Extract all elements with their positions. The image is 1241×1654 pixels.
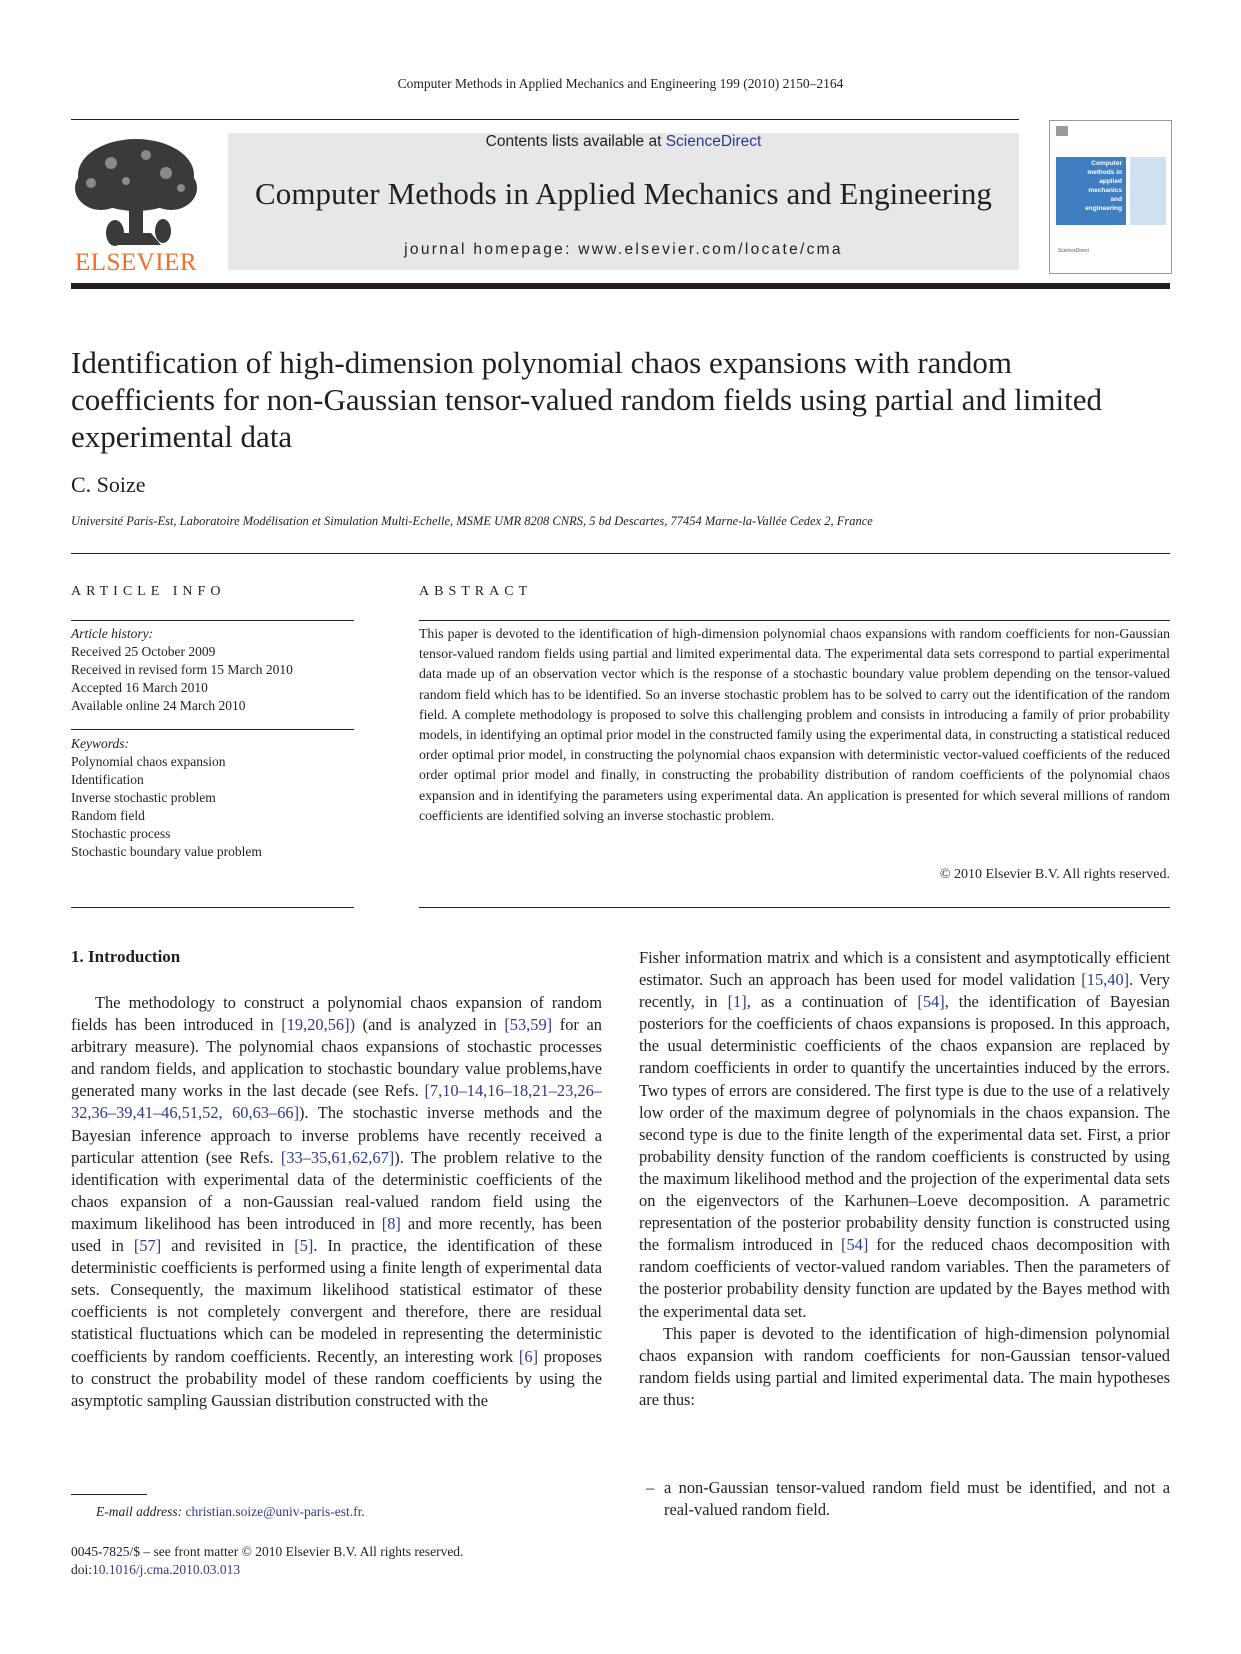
footnote-rule [71, 1494, 147, 1495]
keywords [71, 735, 354, 861]
text-run: (and is analyzed in [355, 1015, 505, 1035]
text-run: and more recently, has been used in [71, 1213, 602, 1256]
text-run: and revisited in [161, 1236, 295, 1256]
footnote: E-mail address: christian.soize@univ-paris-est.fr. [96, 1504, 365, 1519]
issn-line: 0045-7825/$ – see front matter © 2010 Elsevier B.V. All rights reserved. [71, 1544, 464, 1559]
text-run: , as a continuation of [746, 992, 918, 1012]
text-run: Fisher information matrix and which is a consistent and asymptotically efficient estimator. Such an approach has been used for model validation [639, 948, 1170, 990]
keyword: Stochastic process [71, 826, 171, 841]
citation-link[interactable]: [5] [294, 1236, 314, 1256]
intro-paragraph: This paper is devoted to the identification of high-dimension polynomial chaos expansion with random coefficients for non-Gaussian tensor-valued random fields using partial and limited experimental data. The main hypotheses are thus: [639, 1323, 1170, 1409]
doi-link[interactable]: 10.1016/j.cma.2010.03.013 [92, 1562, 241, 1577]
citation-link[interactable]: [54] [917, 992, 945, 1012]
history-item: Accepted 16 March 2010 [71, 680, 208, 695]
history-item: Available online 24 March 2010 [71, 698, 246, 713]
hypothesis-text: a non-Gaussian tensor-valued random field must be identified, and not a real-valued random field. [664, 1478, 1170, 1520]
author-affiliation: Université Paris-Est, Laboratoire Modélisation et Simulation Multi-Echelle, MSME UMR 8208 CNRS, 5 bd Descartes, 77454 Marne-la-Vallée Cedex 2, France [71, 514, 873, 528]
abstract-text: This paper is devoted to the identification of high-dimension polynomial chaos expansions with random coefficients for non-Gaussian tensor-valued random fields using partial and limited experimental data. The experimental data sets correspond to partial experimental data made up of an observation vector which is the response of a stochastic boundary value problem depending on the tensor-valued random field which has to be identified. So an inverse stochastic problem has to be solved to carry out the identification of the random field. A complete methodology is proposed to solve this challenging problem and consists in introducing a family of prior probability models, in identifying an optimal prior model in the constructed family using the experimental data, in constructing a statistical reduced order optimal prior model, in constructing the polynomial chaos expansion with deterministic vector-valued coefficients of the reduced order optimal prior model and finally, in constructing the probability distribution of random coefficients of the polynomial chaos expansion and in identifying the parameters using experimental data. An application is presented for which several millions of random coefficients are identified solving an inverse stochastic problem. [419, 626, 1170, 823]
abstract-rule [419, 907, 1170, 908]
intro-right-column [639, 947, 1170, 1411]
cover-logo-icon [1056, 126, 1068, 136]
abstract-heading: ABSTRACT [419, 584, 533, 599]
keyword: Identification [71, 772, 144, 787]
info-rule [71, 907, 354, 908]
citation-link[interactable]: [19,20,56]) [281, 1015, 356, 1035]
text-run: . Very recently, in [639, 970, 1170, 1012]
citation-link[interactable]: [7,10–14,16–18,21–23,26–32,36–39,41–46,51,52, 60,63–66] [71, 1081, 602, 1123]
header-rule [71, 119, 1019, 120]
cover-line: engineering [1085, 205, 1122, 212]
text-run: for an arbitrary measure). The polynomial chaos expansions of stochastic processes and random fields, and application to stochastic boundary value problems,have generated many works in the last decade (see Refs. [71, 1015, 602, 1101]
email-link[interactable]: christian.soize@univ-paris-est.fr [185, 1504, 362, 1519]
abstract-copyright: © 2010 Elsevier B.V. All rights reserved. [939, 867, 1170, 882]
publisher-wordmark: ELSEVIER [74, 249, 198, 276]
citation-link[interactable]: [15,40] [1081, 970, 1130, 990]
intro-left-column [71, 992, 602, 1412]
keywords-label: Keywords: [71, 736, 129, 751]
history-item: Received 25 October 2009 [71, 644, 216, 659]
abstract-rule [419, 620, 1170, 621]
email-label: E-mail address: [96, 1504, 183, 1519]
info-rule [71, 729, 354, 730]
text-run: ). The problem relative to the identification with experimental data of the deterministic coefficients of the chaos expansion of a non-Gaussian real-valued random field using the maximum likelihood has been introduced in [71, 1147, 602, 1233]
citation-link[interactable]: [53,59] [504, 1015, 553, 1035]
text-run: The methodology to construct a polynomial chaos expansion of random fields has been introduced in [71, 993, 602, 1035]
info-rule [71, 620, 354, 621]
title-rule [71, 553, 1170, 554]
article-history [71, 625, 354, 715]
citation-link[interactable]: [1] [727, 992, 747, 1012]
keyword: Random field [71, 808, 145, 823]
article-info-heading: ARTICLE INFO [71, 584, 226, 599]
citation-link[interactable]: [33–35,61,62,67] [280, 1147, 395, 1167]
contents-line: Contents lists available at ScienceDirect [485, 133, 762, 150]
cover-line: mechanics [1088, 187, 1122, 194]
history-item: Received in revised form 15 March 2010 [71, 662, 293, 677]
article-title: Identification of high-dimension polynomial chaos expansions with random coefficients for non-Gaussian tensor-valued random fields using partial and limited experimental data [71, 345, 1102, 454]
history-label: Article history: [71, 626, 154, 641]
citation-link[interactable]: [8] [381, 1213, 401, 1233]
section-heading: 1. Introduction [71, 947, 181, 966]
front-matter [71, 1543, 463, 1579]
running-head: Computer Methods in Applied Mechanics and Engineering 199 (2010) 2150–2164 [397, 76, 844, 91]
citation-link[interactable]: [6] [518, 1346, 539, 1366]
text-run: proposes to construct the probability model of these random coefficients by using the asymptotic sampling Gaussian distribution constructed with the [71, 1346, 602, 1410]
citation-link[interactable]: [57] [133, 1236, 162, 1256]
journal-cover[interactable] [1049, 120, 1172, 274]
keyword: Polynomial chaos expansion [71, 754, 226, 769]
header-thick-rule [71, 283, 1170, 289]
intro-paragraph [639, 947, 1170, 1323]
keyword: Stochastic boundary value problem [71, 844, 262, 859]
cover-blue-panel [1056, 157, 1126, 225]
text-run: for the reduced chaos decomposition with random coefficients of vector-valued random variables. Then the parameters of the posterior probability density function are updated by the Bayes method with the experimental data set. [639, 1235, 1170, 1321]
journal-title: Computer Methods in Applied Mechanics and Engineering [254, 176, 993, 211]
citation-link[interactable]: [54] [841, 1235, 869, 1255]
cover-line: applied [1099, 178, 1122, 185]
text-run: ). The stochastic inverse methods and the Bayesian inference approach to inverse problems have recently received a particular attention (see Refs. [71, 1103, 602, 1167]
cover-line: methods in [1087, 169, 1122, 176]
cover-light-panel [1130, 157, 1166, 225]
text-run: . In practice, the identification of these deterministic coefficients is performed using a finite length of experimental data sets. Consequently, the maximum likelihood statistical estimator of these coefficients is not completely convergent and therefore, there are residual statistical fluctuations which can be modeled in representing the deterministic coefficients by random coefficients. Recently, an interesting work [71, 1236, 602, 1366]
keyword: Inverse stochastic problem [71, 790, 216, 805]
text-run: , the identification of Bayesian posteriors for the coefficients of chaos expansions is proposed. In this approach, the usual deterministic coefficients of the chaos expansion are replaced by random coefficients in order to quantify the uncertainties induced by the errors. Two types of errors are considered. The first type is due to the use of a relatively low order of the maximum degree of polynomials in the chaos expansion. The second type is due to the finite length of the experimental data set. First, a prior probability density function of the random coefficients is constructed by using the maximum likelihood method and the projection of the experimental data sets on the eigenvectors of the Karhunen–Loeve decomposition. A parametric representation of the posterior probability density function is constructed using the formalism introduced in [639, 992, 1170, 1255]
cover-line: and [1110, 196, 1122, 203]
doi-line: doi:10.1016/j.cma.2010.03.013 [71, 1562, 241, 1577]
cover-footer: ScienceDirect [1058, 248, 1089, 254]
cover-line: Computer [1091, 160, 1122, 167]
list-dash: – [646, 1478, 655, 1497]
journal-banner [228, 133, 1019, 270]
intro-paragraph [71, 992, 602, 1412]
sciencedirect-link[interactable]: ScienceDirect [665, 133, 762, 150]
journal-homepage[interactable]: journal homepage: www.elsevier.com/locate/cma [404, 241, 843, 258]
author-name: C. Soize [71, 472, 146, 497]
elsevier-logo[interactable] [71, 133, 201, 276]
hypothesis-item [639, 1477, 1170, 1521]
